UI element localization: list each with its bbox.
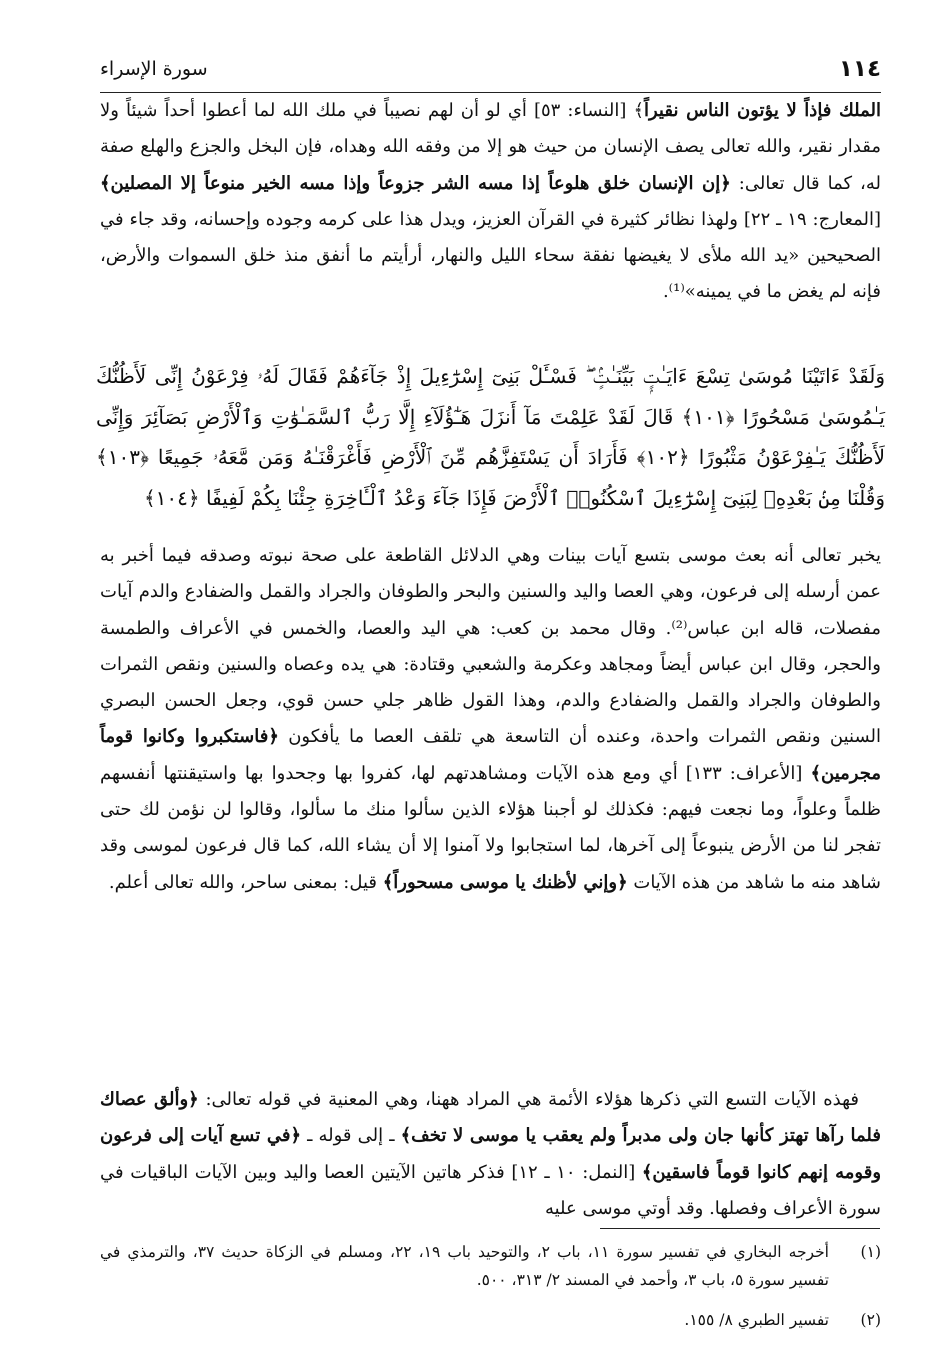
paragraph-1 (100, 93, 881, 311)
quran-quote: ﴿وألق عصاك فلما رآها تهتز كأنها جان ولى مدبراً ولم يعقب يا موسى لا تخف﴾ (100, 1089, 881, 1147)
footnote-number: (٢) (860, 1311, 881, 1329)
paragraph-text: يخبر تعالى أنه بعث موسى بتسع آيات بينات وهي الدلائل القاطعة على صحة نبوته وصدقه فيما أخبر به عمن أرسله إلى فرعون، وهي العصا واليد والسنين والبحر والطوفان والجراد والقمل والضفادع والدم آيات مفصلات، قاله ابن عباس⁽²⁾. وقال محمد بن كعب: هي اليد والعصا، والخمس في الأعراف والطمسة والحجر، وقال ابن عباس أيضاً ومجاهد وعكرمة والشعبي وقتادة: هي يده وعصاه والسنين ونقص الثمرات والطوفان والجراد والقمل والضفادع والدم، وهذا القول ظاهر جلي حسن قوي، وجعل الحسن البصري السنين ونقص الثمرات واحدة، وعنده أن التاسعة هي تلقف العصا ما يأفكون (100, 545, 881, 748)
paragraph-text: [المعارج: ١٩ ـ ٢٢] ولهذا نظائر كثيرة في القرآن العزيز، ويدل هذا على كرمه وجوده وإحسانه، وقد جاء في الصحيحين «يد الله ملأى لا يغيضها نفقة سحاء الليل والنهار، أرأيتم ما أنفق منذ خلق السموات والأرض، فإنه لم يغض ما في يمينه»⁽¹⁾. (100, 208, 881, 303)
footnotes (100, 1238, 881, 1334)
quran-quote: ﴿وإني لأظنك يا موسى مسحوراً﴾ (382, 871, 628, 893)
footnote-text: أخرجه البخاري في تفسير سورة ١١، باب ٢، والتوحيد باب ١٩، ٢٢، ومسلم في الزكاة حديث ٣٧، والترمذي في تفسير سورة ٥، باب ٣، وأحمد في المسند ٢/ ٣١٣، ٥٠٠. (100, 1243, 829, 1289)
footnote-rule (600, 1228, 880, 1229)
paragraph-text: قيل: بمعنى ساحر، والله تعالى أعلم. (108, 871, 378, 893)
quran-quote: ﴿في تسع آيات إلى فرعون وقومه إنهم كانوا قوماً فاسقين﴾ (100, 1125, 882, 1183)
quran-quote: ﴿إن الإنسان خلق هلوعاً إذا مسه الشر جزوعاً وإذا مسه الخير منوعاً إلا المصلين﴾ (100, 172, 731, 194)
paragraph-text: [الأعراف: ١٣٣] أي ومع هذه الآيات ومشاهدتهم لها، كفروا بها وجحدوا بها واستيقنتها أنفسهم ظلماً وعلواً، وما نجعت فيهم: فكذلك لو أجبنا هؤلاء الذين سألوا منك ما سألوا، وقالوا لن نؤمن لك حتى تفجر لنا من الأرض ينبوعاً إلى آخرها، لما استجابوا ولا آمنوا إلا أن يشاء الله، كما قال فرعون لموسى وقد شاهد منه ما شاهد من هذه الآيات (100, 762, 882, 893)
footnote-text: تفسير الطبري ٨/ ١٥٥. (684, 1311, 829, 1329)
paragraph-text: [النساء: ٥٣] أي لو أن لهم نصيباً في ملك الله لما أعطوا أحداً شيئاً ولا مقدار نقير، والله تعالى يصف الإنسان من حيث هو إلا من وفقه الله وهداه، فإن البخل والجزع والهلع صفة له، كما قال تعالى: (100, 100, 882, 194)
page-header (100, 54, 881, 88)
footnote (100, 1306, 881, 1334)
paragraph-text: [النمل: ١٠ ـ ١٢] فذكر هاتين الآيتين العصا واليد وبين الآيات الباقيات في سورة الأعراف وفصلها. وقد أوتي موسى عليه (100, 1161, 881, 1219)
quran-verses (96, 356, 885, 518)
running-title: سورة الإسراء (100, 58, 208, 80)
verse-text: وَلَقَدْ ءَاتَيْنَا مُوسَىٰ تِسْعَ ءَايَـٰتٍۭ بَيِّنَـٰتٍۢ ۖ فَسْـَٔلْ بَنِىٓ إِسْرَٰٓءِيلَ إِذْ جَآءَهُمْ فَقَالَ لَهُۥ فِرْعَوْنُ إِنِّى لَأَظُنُّكَ يَـٰمُوسَىٰ مَسْحُورًا ﴿١٠١﴾ قَالَ لَقَدْ عَلِمْتَ مَآ أَنزَلَ هَـٰٓؤُلَآءِ إِلَّا رَبُّ ٱلسَّمَـٰوَٰتِ وَٱلْأَرْضِ بَصَآئِرَ وَإِنِّى لَأَظُنُّكَ يَـٰفِرْعَوْنُ مَثْبُورًا ﴿١٠٢﴾ فَأَرَادَ أَن يَسْتَفِزَّهُم مِّنَ ٱلْأَرْضِ فَأَغْرَقْنَـٰهُ وَمَن مَّعَهُۥ جَمِيعًا ﴿١٠٣﴾ وَقُلْنَا مِنۢ بَعْدِهِۦ لِبَنِىٓ إِسْرَٰٓءِيلَ ٱسْكُنُوا۟ ٱلْأَرْضَ فَإِذَا جَآءَ وَعْدُ ٱلْـَٔاخِرَةِ جِئْنَا بِكُمْ لَفِيفًا ﴿١٠٤﴾ (96, 364, 885, 510)
quran-quote: ﴿فاستكبروا وكانوا قوماً مجرمين﴾ (100, 726, 881, 784)
paragraph-text: فهذه الآيات التسع التي ذكرها هؤلاء الأئمة هي المراد ههنا، وهي المعنية في قوله تعالى: (205, 1089, 859, 1110)
footnote (100, 1238, 881, 1294)
paragraph-3 (100, 1082, 881, 1227)
quote-close: ﴾ (626, 100, 644, 121)
footnote-number: (١) (860, 1243, 881, 1261)
paragraph-2 (100, 538, 881, 901)
paragraph-text: ـ إلى قوله ـ (307, 1125, 395, 1147)
page-number: ١١٤ (838, 56, 881, 82)
quran-quote: الملك فإذاً لا يؤتون الناس نقيراً (644, 100, 882, 121)
